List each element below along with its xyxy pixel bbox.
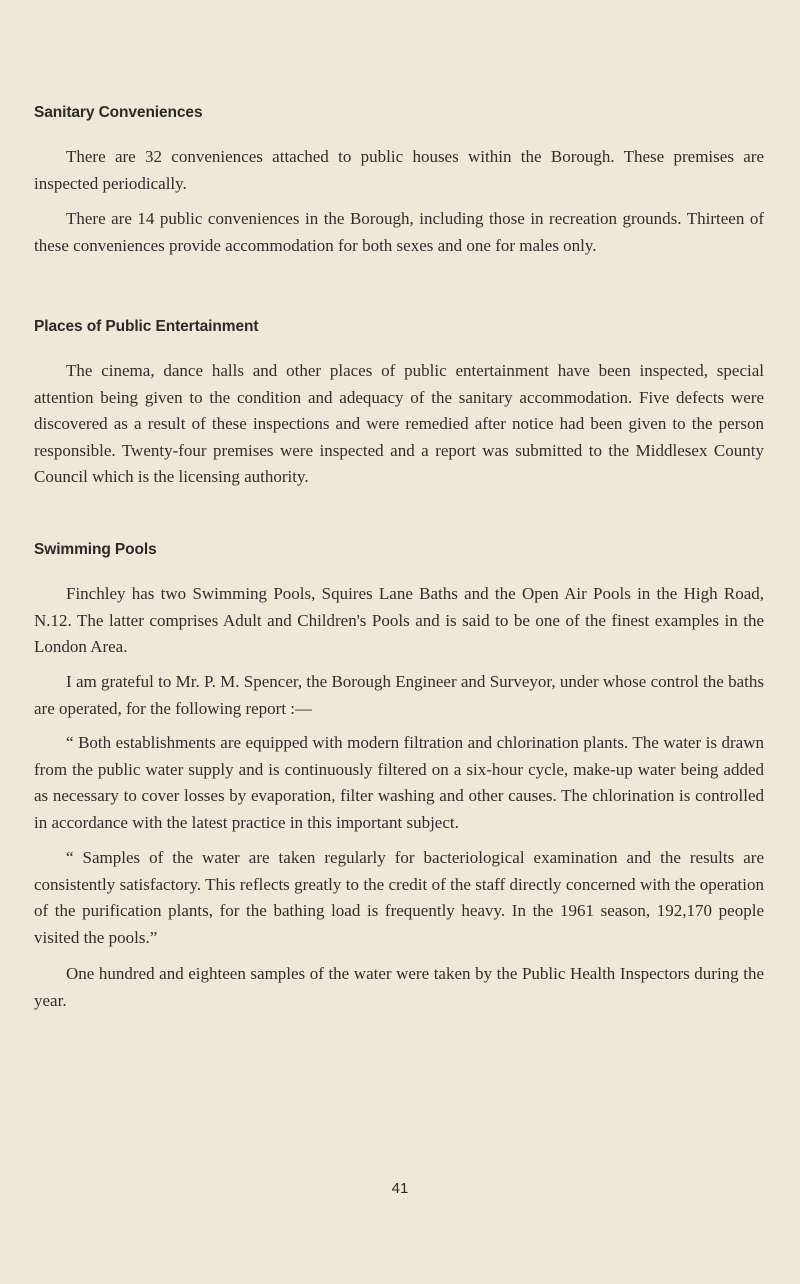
paragraph-public-conveniences: There are 14 public conveniences in the Borough, including those in recreation grounds. Thirteen of these conveniences provide accommodation for both sexes and one for males only. [34, 209, 764, 255]
paragraph-finchley-pools: Finchley has two Swimming Pools, Squires Lane Baths and the Open Air Pools in the High Road, N.12. The latter comprises Adult and Children's Pools and is said to be one of the finest examples in the London Area. [34, 584, 764, 656]
paragraph-report-filtration: “ Both establishments are equipped with modern filtration and chlorination plants. The water is drawn from the public water supply and is continuously filtered on a six-hour cycle, make-up water being added as necessary to cover losses by evaporation, filter washing and other causes. The chlorination is controlled in accordance with the latest practice in this important subject. [34, 733, 764, 832]
paragraph-report-samples: “ Samples of the water are taken regularly for bacteriological examination and the results are consistently satisfactory. This reflects greatly to the credit of the staff directly concerned with the operation of the purification plants, for the bathing load is frequently heavy. In the 1961 season, 192,170 people visited the pools.” [34, 848, 764, 947]
paragraph-health-inspector-samples: One hundred and eighteen samples of the water were taken by the Public Health Inspectors during the year. [34, 964, 764, 1010]
page-number: 41 [391, 1180, 409, 1197]
paragraph-entertainment-inspections: The cinema, dance halls and other places of public entertainment have been inspected, special attention being given to the condition and adequacy of the sanitary accommodation. Five defects were discovered as a result of these inspections and were remedied after notice had been given to the person responsible. Twenty-four premises were inspected and a report was submitted to the Middlesex County Council which is the licensing authority. [34, 361, 764, 486]
section-heading-sanitary-conveniences: Sanitary Conveniences [34, 104, 203, 121]
paragraph-public-house-conveniences: There are 32 conveniences attached to public houses within the Borough. These premises are inspected periodically. [34, 147, 764, 193]
paragraph-engineer-acknowledgement: I am grateful to Mr. P. M. Spencer, the Borough Engineer and Surveyor, under whose control the baths are operated, for the following report :— [34, 672, 764, 718]
section-heading-public-entertainment: Places of Public Entertainment [34, 318, 259, 335]
section-heading-swimming-pools: Swimming Pools [34, 541, 157, 558]
